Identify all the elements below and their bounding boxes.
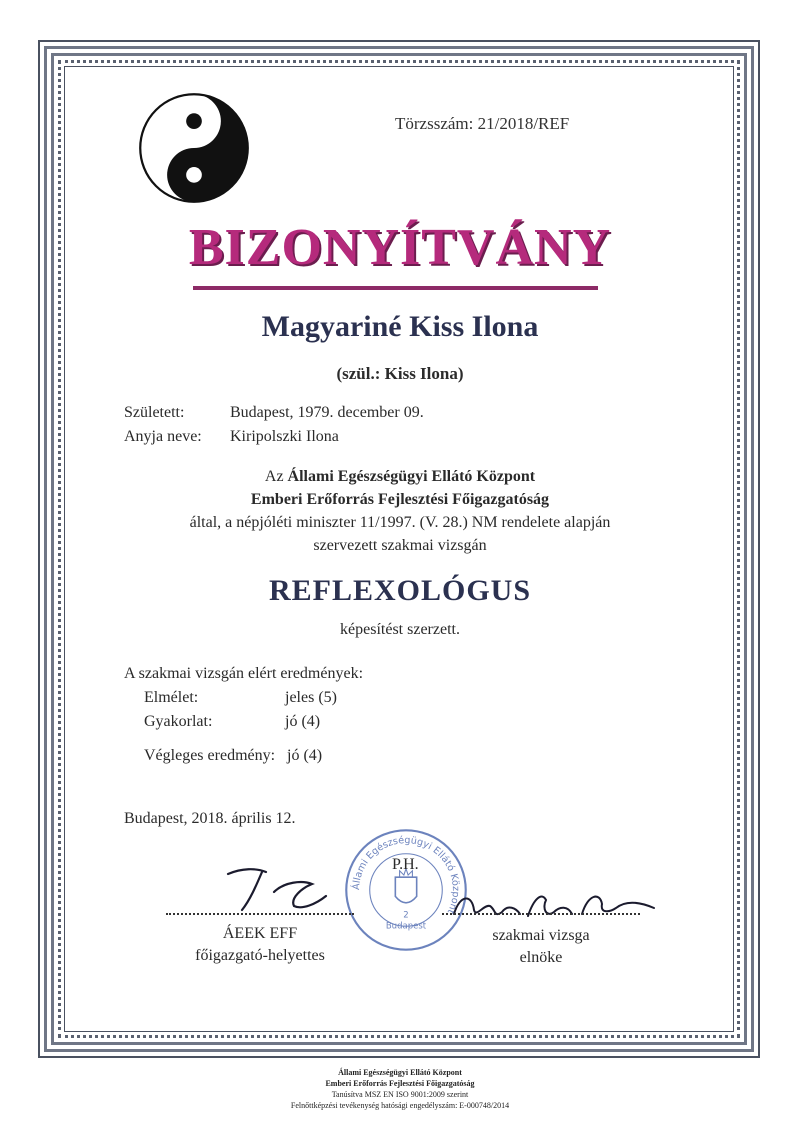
stamp-number: 2 xyxy=(403,910,409,921)
born-value: Budapest, 1979. december 09. xyxy=(230,404,424,421)
certificate-title: BIZONYÍTVÁNY xyxy=(188,219,612,276)
place-date: Budapest, 2018. április 12. xyxy=(124,810,296,827)
right-signer-title-1: szakmai vizsga xyxy=(492,927,590,944)
serial-number: Törzsszám: 21/2018/REF xyxy=(395,114,570,133)
results-heading: A szakmai vizsgán elért eredmények: xyxy=(124,665,364,682)
issuer-directorate: Emberi Erőforrás Fejlesztési Főigazgatóság xyxy=(250,491,550,508)
left-signer-title-2: főigazgató-helyettes xyxy=(195,947,325,964)
left-signer-title-1: ÁEEK EFF xyxy=(222,925,298,942)
footer-line-2 xyxy=(0,1078,800,1089)
issuer-line-2 xyxy=(0,489,800,511)
qualification-subtitle: képesítést szerzett. xyxy=(340,621,460,638)
birth-name: (szül.: Kiss Ilona) xyxy=(336,364,464,383)
issuer-name: Állami Egészségügyi Ellátó Központ xyxy=(287,468,536,485)
footer-line-1 xyxy=(0,1067,800,1078)
issuer-line-3: által, a népjóléti miniszter 11/1997. (V. 28.) NM rendelete alapján xyxy=(189,514,611,531)
left-signature xyxy=(222,862,332,914)
practice-value: jó (4) xyxy=(285,713,321,730)
issuer-prefix: Az xyxy=(264,468,288,485)
stamp-text: Állami Egészségügyi Ellátó Központ xyxy=(350,835,461,916)
footer-line-3: Tanúsítva MSZ EN ISO 9001:2009 szerint xyxy=(331,1090,469,1099)
ph-label: P.H. xyxy=(392,856,419,873)
right-signature xyxy=(450,884,660,930)
theory-value: jeles (5) xyxy=(285,689,337,706)
mother-value: Kiripolszki Ilona xyxy=(230,428,339,445)
born-label: Született: xyxy=(124,404,185,421)
issuer-line-4: szervezett szakmai vizsgán xyxy=(313,537,487,554)
qualification-title: REFLEXOLÓGUS xyxy=(268,574,532,607)
issuer-line-1 xyxy=(0,466,800,488)
footer-org: Állami Egészségügyi Ellátó Központ xyxy=(338,1068,462,1077)
holder-name: Magyariné Kiss Ilona xyxy=(261,310,539,343)
final-label: Végleges eredmény: xyxy=(144,747,276,764)
yin-yang-logo-icon xyxy=(138,92,250,204)
mother-label: Anyja neve: xyxy=(124,428,202,445)
footer-line-4: Felnőttképzési tevékenység hatósági engedélyszám: E-000748/2014 xyxy=(290,1101,510,1110)
right-signer-title-2: elnöke xyxy=(519,949,563,966)
stamp-city: Budapest xyxy=(385,921,427,932)
left-signature-line xyxy=(166,913,354,915)
final-value: jó (4) xyxy=(287,747,323,764)
practice-label: Gyakorlat: xyxy=(144,713,213,730)
footer-directorate: Emberi Erőforrás Fejlesztési Főigazgatóság xyxy=(325,1079,475,1088)
right-signature-line xyxy=(442,913,640,915)
title-underline xyxy=(193,286,598,290)
theory-label: Elmélet: xyxy=(144,689,199,706)
